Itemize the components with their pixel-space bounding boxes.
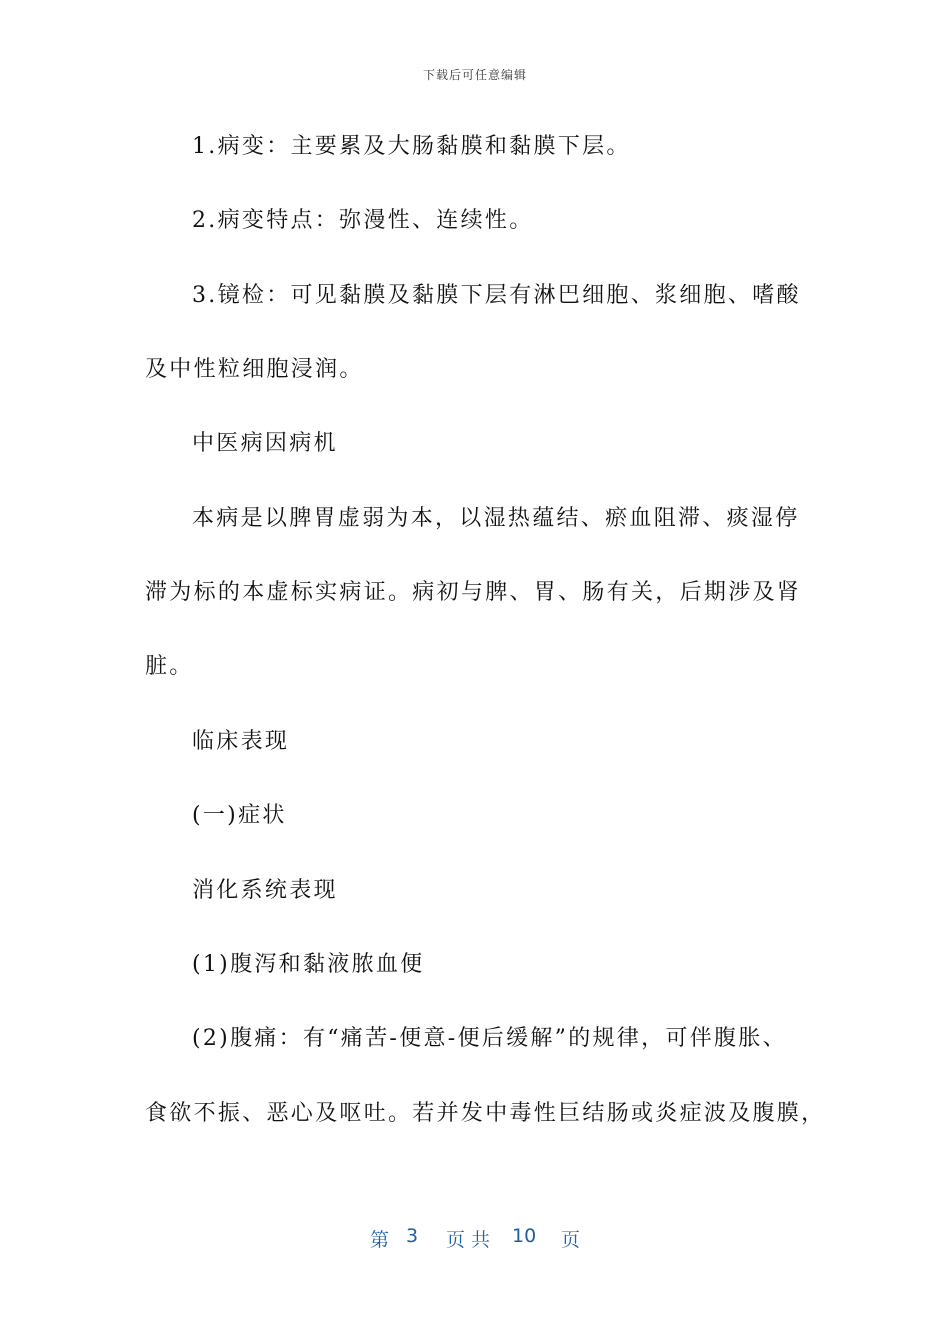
text-line: 脏。 bbox=[145, 654, 194, 679]
page-suffix: 页 bbox=[561, 1229, 581, 1251]
page-label: 第 bbox=[370, 1229, 390, 1251]
page-number: 3 bbox=[406, 1225, 419, 1247]
section-heading: 中医病因病机 bbox=[192, 431, 338, 456]
subsection-heading: (一)症状 bbox=[192, 803, 287, 828]
text-line: 本病是以脾胃虚弱为本，以湿热蕴结、瘀血阻滞、痰湿停 bbox=[192, 506, 800, 531]
list-item: (1)腹泻和黏液脓血便 bbox=[192, 952, 425, 977]
text-line: 1.病变：主要累及大肠黏膜和黏膜下层。 bbox=[192, 134, 631, 159]
text-line: 及中性粒细胞浸润。 bbox=[145, 357, 364, 382]
page-of: 页 共 bbox=[446, 1229, 491, 1251]
page-total: 10 bbox=[512, 1225, 537, 1247]
text-line: 2.病变特点：弥漫性、连续性。 bbox=[192, 208, 534, 233]
section-heading: 临床表现 bbox=[192, 729, 290, 754]
text-line: 3.镜检：可见黏膜及黏膜下层有淋巴细胞、浆细胞、嗜酸 bbox=[192, 283, 801, 308]
list-item: (2)腹痛：有“痛苦-便意-便后缓解”的规律，可伴腹胀、 bbox=[192, 1026, 787, 1051]
text-line: 滞为标的本虚标实病证。病初与脾、胃、肠有关，后期涉及肾 bbox=[145, 580, 802, 605]
subsection-heading: 消化系统表现 bbox=[192, 878, 338, 903]
text-line: 食欲不振、恶心及呕吐。若并发中毒性巨结肠或炎症波及腹膜， bbox=[145, 1101, 826, 1126]
page-header: 下载后可任意编辑 bbox=[422, 68, 527, 82]
